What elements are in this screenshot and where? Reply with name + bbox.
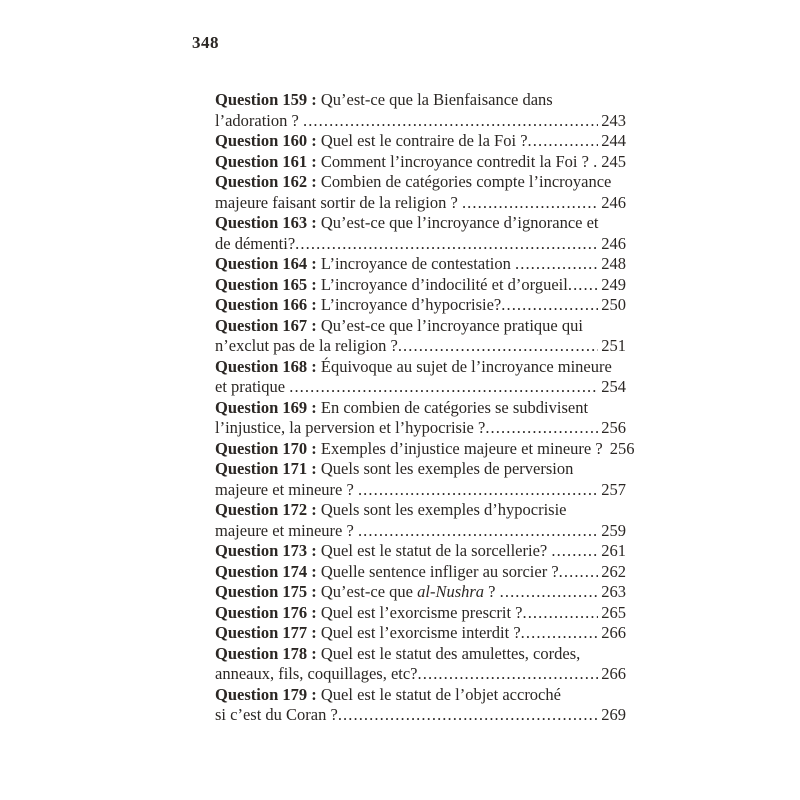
- dot-leader: [593, 152, 598, 173]
- toc-entry-text: Question 178 : Quel est le statut des amulettes, cordes,: [215, 643, 581, 663]
- toc-entry-line: [215, 90, 626, 111]
- question-label: Question 179 :: [215, 684, 317, 704]
- entry-page-number: 249: [601, 274, 626, 294]
- toc-entry-text: Question 160 : Quel est le contraire de la Foi ?: [215, 131, 528, 150]
- question-label: Question 164 :: [215, 254, 317, 273]
- toc-entry-text: Question 173 : Quel est le statut de la sorcellerie?: [215, 541, 552, 560]
- question-label: Question 160 :: [215, 131, 317, 150]
- toc-entry: [215, 172, 626, 213]
- toc-entry-line: [215, 685, 626, 706]
- entry-page-number: 248: [601, 254, 626, 273]
- entry-page-number: 261: [601, 541, 626, 560]
- entry-page-number: 256: [609, 438, 635, 458]
- toc-entry-text: Question 176 : Quel est l’exorcisme prescrit ?: [215, 602, 523, 622]
- toc-entry: [215, 275, 626, 296]
- entry-page-number: 245: [601, 151, 626, 171]
- toc-entry-line-last: [215, 377, 626, 398]
- toc-entry: [215, 541, 626, 562]
- toc-entry: [215, 254, 626, 275]
- entry-page-number: 259: [601, 520, 626, 540]
- toc-entry-text: Question 170 : Exemples d’injustice majeure et mineure ?: [215, 438, 607, 458]
- dot-leader: [462, 193, 598, 214]
- toc-entry-line-last: [215, 111, 626, 132]
- toc-entry: [215, 644, 626, 685]
- entry-page-number: 244: [601, 131, 626, 150]
- toc-entry-line-last: [215, 275, 626, 296]
- toc-entry: [215, 357, 626, 398]
- toc-entry-text: l’adoration ?: [215, 110, 303, 130]
- question-label: Question 176 :: [215, 602, 317, 622]
- entry-page-number: 265: [601, 602, 626, 622]
- dot-leader: [515, 254, 598, 275]
- toc-entry: [215, 582, 626, 603]
- toc-entry-text: Question 164 : L’incroyance de contestation: [215, 254, 515, 273]
- toc-entry: [215, 438, 635, 460]
- toc-entry-line: [215, 213, 626, 234]
- toc-entry-text: Question 169 : En combien de catégories se subdivisent: [215, 397, 589, 417]
- toc-entry: [215, 623, 626, 644]
- toc-entry-text: n’exclut pas de la religion ?: [215, 336, 398, 355]
- toc-entry-line-last: [215, 521, 626, 542]
- entry-page-number: 246: [601, 233, 626, 253]
- toc-entry-line-last: [215, 152, 626, 173]
- question-label: Question 177 :: [215, 623, 317, 642]
- toc-entry: [215, 685, 626, 726]
- toc-entry-text: anneaux, fils, coquillages, etc?: [215, 664, 418, 683]
- toc-entry-line-last: [215, 664, 626, 685]
- question-label: Question 173 :: [215, 541, 317, 560]
- dot-leader: [303, 111, 598, 132]
- toc-entry-line-last: [215, 295, 626, 316]
- question-label: Question 171 :: [215, 459, 317, 478]
- dot-leader: [521, 623, 599, 644]
- toc-entry-text: majeure et mineure ?: [215, 520, 358, 540]
- toc-entry-text: Question 167 : Qu’est-ce que l’incroyance pratique qui: [215, 315, 583, 335]
- toc-entry-text: Question 174 : Quelle sentence infliger au sorcier ?: [215, 561, 559, 581]
- dot-leader: [568, 275, 598, 296]
- dot-leader: [551, 541, 598, 562]
- toc-entry-text: Question 168 : Équivoque au sujet de l’incroyance mineure: [215, 356, 612, 376]
- toc-entry-line: [215, 644, 626, 665]
- question-label: Question 168 :: [215, 356, 317, 376]
- toc-entry-text: Question 163 : Qu’est-ce que l’incroyance d’ignorance et: [215, 213, 599, 232]
- toc-entry-text: et pratique: [215, 377, 290, 396]
- dot-leader: [295, 234, 598, 255]
- question-label: Question 172 :: [215, 500, 317, 519]
- toc-entry-text: Question 171 : Quels sont les exemples de perversion: [215, 459, 574, 478]
- dot-leader: [522, 603, 598, 624]
- question-label: Question 167 :: [215, 315, 317, 335]
- toc-entry-line-last: [215, 480, 626, 501]
- dot-leader: [528, 131, 599, 152]
- toc-entry-line-last: [215, 705, 626, 726]
- toc-entry: [215, 131, 626, 152]
- entry-page-number: 257: [601, 479, 626, 499]
- question-label: Question 174 :: [215, 561, 317, 581]
- toc-entry: [215, 316, 626, 357]
- toc-entry-line-last: [215, 234, 626, 255]
- entry-page-number: 262: [601, 561, 626, 581]
- dot-leader: [559, 562, 599, 583]
- toc-entry-line-last: [215, 582, 626, 603]
- dot-leader: [501, 295, 598, 316]
- entry-page-number: 243: [601, 110, 626, 130]
- toc-entry-line: [215, 172, 626, 193]
- toc-entry-line: [215, 398, 626, 419]
- question-label: Question 178 :: [215, 643, 317, 663]
- toc-entry-line-last: [215, 418, 626, 439]
- toc-entry: [215, 213, 626, 254]
- toc-entry-line-last: [215, 562, 626, 583]
- toc-entry: [215, 603, 626, 624]
- entry-page-number: 246: [601, 192, 626, 212]
- toc-entry: [215, 500, 626, 541]
- toc-entry-text: de démenti?: [215, 233, 296, 253]
- toc-entry-text: l’injustice, la perversion et l’hypocrisie ?: [215, 418, 486, 437]
- entry-page-number: 269: [601, 705, 626, 724]
- toc-entry-line: [215, 357, 626, 378]
- dot-leader: [418, 664, 599, 685]
- toc-entry-line: [215, 459, 626, 480]
- toc-entry-text: majeure et mineure ?: [215, 479, 358, 499]
- toc-entry-line: [215, 316, 626, 337]
- toc-entry: [215, 562, 626, 583]
- dot-leader: [289, 377, 598, 398]
- toc-entry-text: Question 166 : L’incroyance d’hypocrisie?: [215, 295, 502, 314]
- question-label: Question 159 :: [215, 90, 317, 109]
- entry-page-number: 250: [601, 295, 626, 314]
- entry-page-number: 266: [601, 664, 626, 683]
- toc-entry-line-last: [215, 438, 635, 460]
- question-label: Question 162 :: [215, 172, 317, 191]
- toc-entry: [215, 459, 626, 500]
- dot-leader: [500, 582, 599, 603]
- entry-page-number: 254: [601, 377, 626, 396]
- toc-entry-text: si c’est du Coran ?: [215, 705, 338, 724]
- toc-entry-text: Question 162 : Combien de catégories compte l’incroyance: [215, 172, 612, 191]
- toc-entry-text: Question 175 : Qu’est-ce que al-Nushra ?: [215, 582, 500, 601]
- dot-leader: [338, 705, 598, 726]
- toc-list: [215, 90, 635, 726]
- dot-leader: [485, 418, 598, 439]
- question-label: Question 166 :: [215, 295, 317, 314]
- question-label: Question 170 :: [215, 438, 317, 458]
- toc-entry-text: Question 161 : Comment l’incroyance contredit la Foi ?: [215, 151, 594, 171]
- toc-entry-line-last: [215, 336, 626, 357]
- entry-page-number: 256: [601, 418, 626, 437]
- toc-entry-line-last: [215, 623, 626, 644]
- toc-entry-text: Question 177 : Quel est l’exorcisme interdit ?: [215, 623, 521, 642]
- toc-entry-line: [215, 500, 626, 521]
- question-label: Question 165 :: [215, 274, 317, 294]
- toc-entry-text: majeure faisant sortir de la religion ?: [215, 192, 462, 212]
- entry-page-number: 263: [601, 582, 626, 601]
- toc-entry: [215, 90, 626, 131]
- question-label: Question 175 :: [215, 582, 317, 601]
- dot-leader: [358, 480, 598, 501]
- dot-leader: [398, 336, 598, 357]
- toc-entry-line-last: [215, 254, 626, 275]
- toc-entry-text: Question 159 : Qu’est-ce que la Bienfaisance dans: [215, 90, 553, 109]
- toc-entry: [215, 152, 626, 173]
- toc-entry-line-last: [215, 131, 626, 152]
- toc-entry-line-last: [215, 193, 626, 214]
- toc-entry: [215, 398, 626, 439]
- toc-entry-text: Question 165 : L’incroyance d’indocilité et d’orgueil: [215, 274, 568, 294]
- page-number: 348: [192, 33, 219, 52]
- entry-page-number: 266: [601, 623, 626, 642]
- question-label: Question 161 :: [215, 151, 317, 171]
- dot-leader: [358, 521, 598, 542]
- question-label: Question 169 :: [215, 397, 317, 417]
- toc-entry-text: Question 172 : Quels sont les exemples d’hypocrisie: [215, 500, 567, 519]
- question-label: Question 163 :: [215, 213, 317, 232]
- entry-page-number: 251: [601, 336, 626, 355]
- toc-entry-line-last: [215, 541, 626, 562]
- toc-entry-text: Question 179 : Quel est le statut de l’objet accroché: [215, 684, 561, 704]
- toc-entry: [215, 295, 626, 316]
- toc-entry-line-last: [215, 603, 626, 624]
